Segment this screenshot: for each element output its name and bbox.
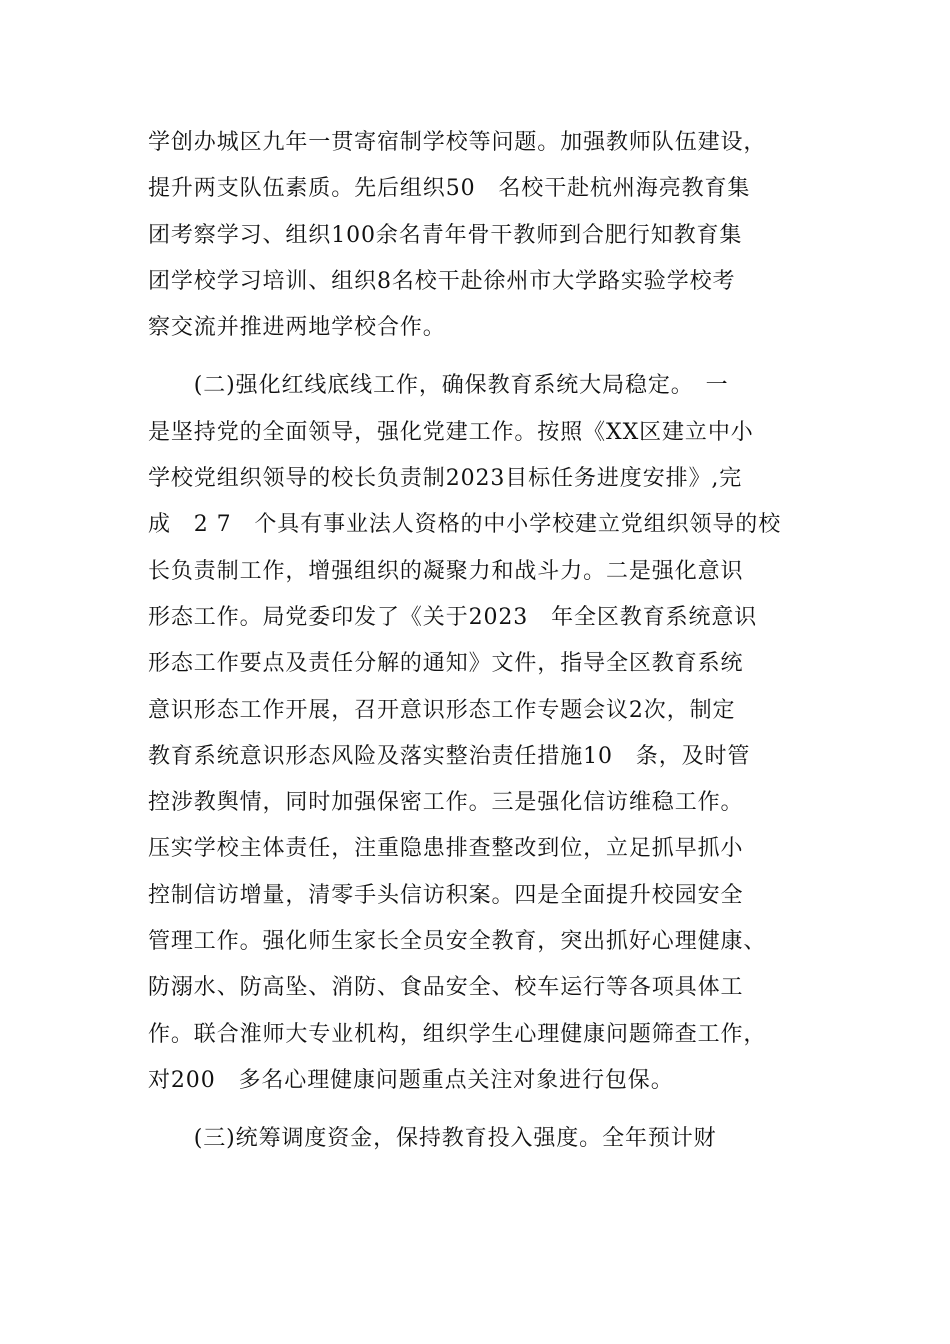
text-line: 管理工作。强化师生家长全员安全教育，突出抓好心理健康、 <box>148 929 767 955</box>
text-line: 意识形态工作开展，召开意识形态工作专题会议2次，制定 <box>148 697 736 723</box>
paragraph-2 <box>148 363 808 1104</box>
section-heading-line: (二)强化红线底线工作，确保教育系统大局稳定。 一 <box>148 373 729 399</box>
text-line: 作。联合淮师大专业机构，组织学生心理健康问题筛查工作， <box>148 1021 767 1047</box>
text-line: 是坚持党的全面领导，强化党建工作。按照《XX区建立中小 <box>148 419 754 445</box>
text-line: 形态工作要点及责任分解的通知》文件，指导全区教育系统 <box>148 651 744 677</box>
paragraph-gap <box>148 351 808 363</box>
text-line: 教育系统意识形态风险及落实整治责任措施10 条，及时管 <box>148 743 751 769</box>
text-line: 控制信访增量，清零手头信访积案。四是全面提升校园安全 <box>148 882 744 908</box>
paragraph-1 <box>148 120 808 351</box>
text-line: 察交流并推进两地学校合作。 <box>148 315 446 341</box>
paragraph-gap <box>148 1104 808 1116</box>
text-line: 提升两支队伍素质。先后组织50 名校干赴杭州海亮教育集 <box>148 176 751 202</box>
paragraph-3 <box>148 1116 808 1162</box>
text-line: 学校党组织领导的校长负责制2023目标任务进度安排》,完 <box>148 466 743 492</box>
section-heading-line: (三)统筹调度资金，保持教育投入强度。全年预计财 <box>148 1126 717 1152</box>
text-line: 压实学校主体责任，注重隐患排查整改到位，立足抓早抓小 <box>148 836 744 862</box>
text-line: 对200 多名心理健康问题重点关注对象进行包保。 <box>148 1067 674 1093</box>
document-body <box>148 120 808 1163</box>
text-line: 学创办城区九年一贯寄宿制学校等问题。加强教师队伍建设， <box>148 130 767 155</box>
text-line: 成 2 7 个具有事业法人资格的中小学校建立党组织领导的校 <box>148 512 782 538</box>
text-line: 长负责制工作，增强组织的凝聚力和战斗力。二是强化意识 <box>148 558 744 584</box>
text-line: 控涉教舆情，同时加强保密工作。三是强化信访维稳工作。 <box>148 790 744 816</box>
text-line: 团考察学习、组织100余名青年骨干教师到合肥行知教育集 <box>148 222 743 248</box>
text-line: 形态工作。局党委印发了《关于2023 年全区教育系统意识 <box>148 604 758 630</box>
text-line: 防溺水、防高坠、消防、食品安全、校车运行等各项具体工 <box>148 975 744 1001</box>
text-line: 团学校学习培训、组织8名校干赴徐州市大学路实验学校考 <box>148 268 736 294</box>
